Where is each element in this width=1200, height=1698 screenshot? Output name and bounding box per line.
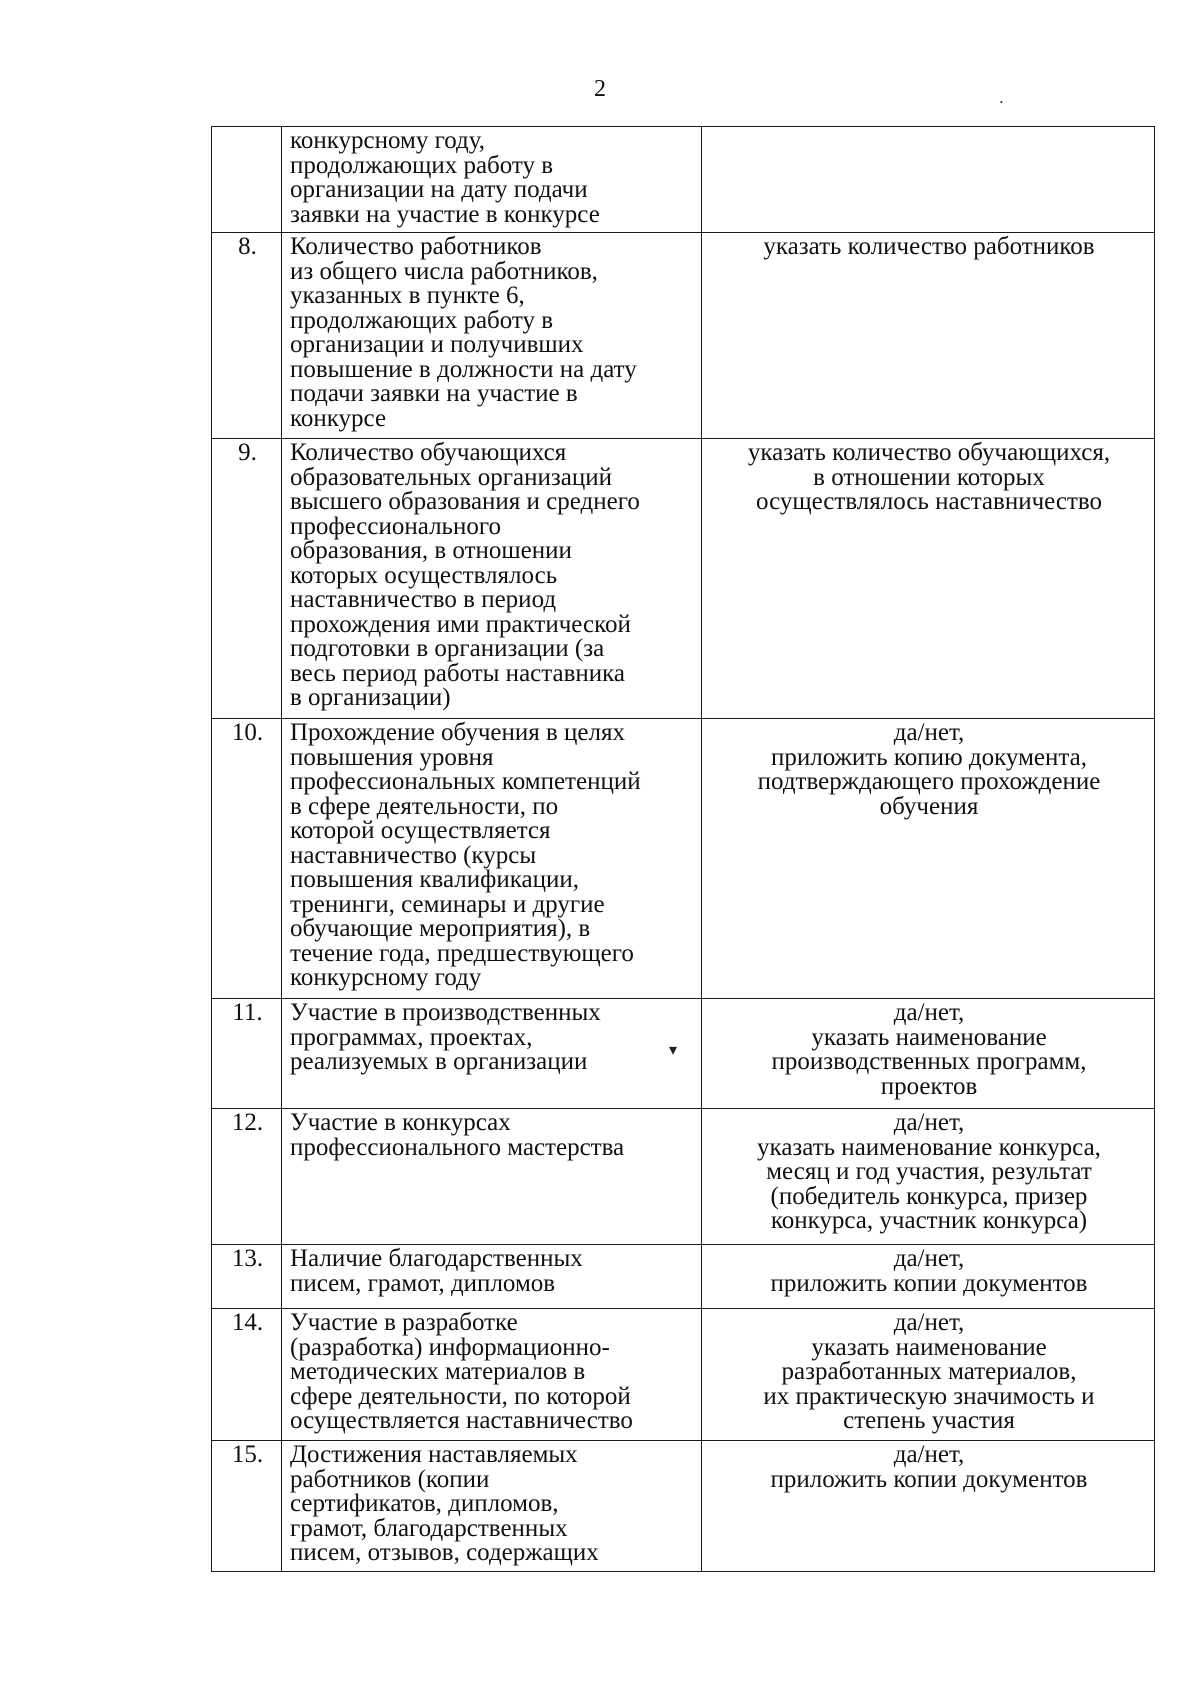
- scan-dot: •: [1000, 98, 1003, 107]
- row-number: 13.: [212, 1245, 282, 1309]
- row-value: да/нет, указать наименование разработанных материалов, их практическую значимость и степень участия: [702, 1309, 1155, 1441]
- row-value: указать количество обучающихся, в отношении которых осуществлялось наставничество: [702, 439, 1155, 719]
- row-description: Количество работников из общего числа работников, указанных в пункте 6, продолжающих работу в организации и получивших повышение в должности на дату подачи заявки на участие в конкурсе: [282, 233, 702, 439]
- row-description: Прохождение обучения в целях повышения уровня профессиональных компетенций в сфере деятельности, по которой осуществляется наставничество (курсы повышения квалификации, тренинги, семинары и другие обучающие мероприятия), в течение года, предшествующего конкурсному году: [282, 719, 702, 999]
- page-number: 2: [594, 76, 606, 102]
- row-description: Наличие благодарственных писем, грамот, дипломов: [282, 1245, 702, 1309]
- row-number: 9.: [212, 439, 282, 719]
- criteria-table: [211, 126, 1155, 1572]
- row-value: да/нет, приложить копии документов: [702, 1245, 1155, 1309]
- table-row: [212, 1441, 1155, 1572]
- row-description: Участие в производственных программах, проектах, реализуемых в организации: [282, 999, 702, 1109]
- row-number: 14.: [212, 1309, 282, 1441]
- table-row: [212, 1109, 1155, 1245]
- row-number: 12.: [212, 1109, 282, 1245]
- table-row: [212, 1309, 1155, 1441]
- row-number: 8.: [212, 233, 282, 439]
- row-number: 15.: [212, 1441, 282, 1572]
- table-row: [212, 127, 1155, 233]
- row-number: 11.: [212, 999, 282, 1109]
- row-value: [702, 127, 1155, 233]
- table-row: [212, 439, 1155, 719]
- row-number: 10.: [212, 719, 282, 999]
- table-row: [212, 999, 1155, 1109]
- scan-mark: ▾: [669, 1042, 678, 1059]
- row-description: конкурсному году, продолжающих работу в организации на дату подачи заявки на участие в конкурсе: [282, 127, 702, 233]
- row-description: Участие в разработке (разработка) информационно- методических материалов в сфере деятельности, по которой осуществляется наставничество: [282, 1309, 702, 1441]
- row-value: да/нет, указать наименование конкурса, месяц и год участия, результат (победитель конкурса, призер конкурса, участник конкурса): [702, 1109, 1155, 1245]
- row-description: Участие в конкурсах профессионального мастерства: [282, 1109, 702, 1245]
- row-value: да/нет, приложить копию документа, подтверждающего прохождение обучения: [702, 719, 1155, 999]
- row-value: да/нет, приложить копии документов: [702, 1441, 1155, 1572]
- table-row: [212, 233, 1155, 439]
- row-value: да/нет, указать наименование производственных программ, проектов: [702, 999, 1155, 1109]
- row-description: Количество обучающихся образовательных организаций высшего образования и среднего профессионального образования, в отношении которых осуществлялось наставничество в период прохождения ими практической подготовки в организации (за весь период работы наставника в организации): [282, 439, 702, 719]
- table-row: [212, 719, 1155, 999]
- row-value: указать количество работников: [702, 233, 1155, 439]
- row-number: [212, 127, 282, 233]
- row-description: Достижения наставляемых работников (копии сертификатов, дипломов, грамот, благодарственных писем, отзывов, содержащих: [282, 1441, 702, 1572]
- table-row: [212, 1245, 1155, 1309]
